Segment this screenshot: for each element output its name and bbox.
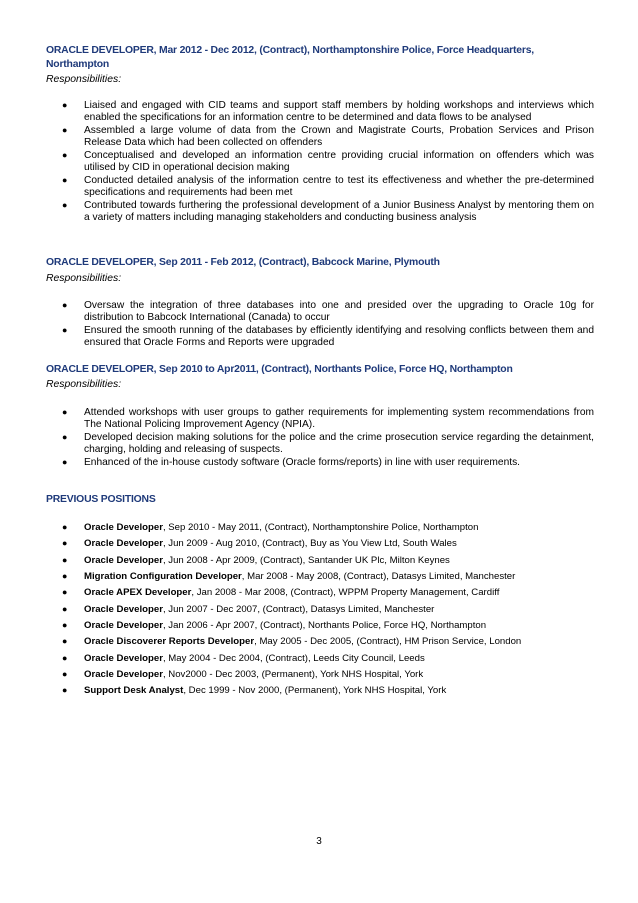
list-item: ● Oracle Developer, May 2004 - Dec 2004, (Contract), Leeds City Council, Leeds	[62, 652, 425, 664]
role-name: Oracle Developer	[84, 669, 163, 681]
list-item: ● Enhanced of the in-house custody software (Oracle forms/reports) in line with user requirements.	[62, 457, 520, 468]
bullet-icon: ●	[62, 636, 68, 647]
list-item: ● Oracle Developer, Sep 2010 - May 2011, (Contract), Northamptonshire Police, Northampton	[62, 522, 479, 533]
list-item: ● Ensured the smooth running of the databases by efficiently identifying and resolving conflicts between them and ensured that Oracle Forms and Reports were upgraded	[62, 325, 594, 348]
list-item: ● Conducted detailed analysis of the information centre to test its effectiveness and whether the pre-determined specifications and requirements had been met	[62, 175, 594, 198]
bullet-icon: ●	[62, 432, 68, 442]
responsibilities-label: Responsibilities:	[46, 379, 122, 390]
list-item: ● Contributed towards furthering the professional development of a Junior Business Analyst by mentoring them on a variety of matters including managing stakeholders and conducting business analysis	[62, 200, 594, 223]
list-item: ● Oracle Developer, Jun 2008 - Apr 2009, (Contract), Santander UK Plc, Milton Keynes	[62, 554, 450, 566]
list-item: ● Migration Configuration Developer, Mar 2008 - May 2008, (Contract), Datasys Limited, Manchester	[62, 571, 516, 583]
list-item: ● Oracle Developer, Nov2000 - Dec 2003, (Permanent), York NHS Hospital, York	[62, 669, 424, 681]
responsibilities-label: Responsibilities:	[46, 273, 122, 284]
bullet-icon: ●	[62, 669, 68, 680]
bullet-icon: ●	[62, 457, 68, 467]
list-item: ● Oracle Developer, Jan 2006 - Apr 2007, (Contract), Northants Police, Force HQ, Northampton	[62, 620, 487, 632]
bullet-icon: ●	[62, 571, 68, 582]
section-heading: PREVIOUS POSITIONS	[46, 494, 156, 505]
duties-list	[46, 100, 594, 224]
list-item: ● Attended workshops with user groups to gather requirements for implementing system recommendations from The National Policing Improvement Agency (NPIA).	[62, 407, 594, 430]
bullet-icon: ●	[62, 300, 68, 310]
bullet-icon: ●	[62, 325, 68, 335]
role-name: Oracle Developer	[84, 603, 163, 615]
bullet-icon: ●	[62, 554, 68, 565]
job-title: ORACLE DEVELOPER, Sep 2011 - Feb 2012, (Contract), Babcock Marine, Plymouth	[46, 257, 440, 268]
job-title: ORACLE DEVELOPER, Mar 2012 - Dec 2012, (Contract), Northamptonshire Police, Force Headquarters, Northampton	[46, 45, 534, 70]
list-item: ● Oracle Developer, Jun 2007 - Dec 2007, (Contract), Datasys Limited, Manchester	[62, 603, 435, 615]
role-name: Oracle Developer	[84, 554, 163, 566]
list-item: ● Support Desk Analyst, Dec 1999 - Nov 2000, (Permanent), York NHS Hospital, York	[62, 685, 447, 697]
bullet-icon: ●	[62, 407, 68, 417]
list-item: ● Liaised and engaged with CID teams and support staff members by holding workshops and interviews which enabled the specifications for an information centre to be determined and data flows to be analysed	[62, 100, 594, 123]
bullet-icon: ●	[62, 125, 68, 135]
list-item: ● Oracle APEX Developer, Jan 2008 - Mar 2008, (Contract), WPPM Property Management, Cardiff	[62, 587, 500, 599]
bullet-icon: ●	[62, 100, 68, 110]
list-item: ● Conceptualised and developed an information centre providing crucial information on offenders which was utilised by CID in operational decision making	[62, 150, 594, 173]
bullet-icon: ●	[62, 175, 68, 185]
list-item: ● Oracle Developer, Jun 2009 - Aug 2010, (Contract), Buy as You View Ltd, South Wales	[62, 538, 457, 550]
role-name: Oracle Discoverer Reports Developer	[84, 636, 255, 648]
bullet-icon: ●	[62, 652, 68, 663]
bullet-icon: ●	[62, 150, 68, 160]
bullet-icon: ●	[62, 538, 68, 549]
role-name: Oracle APEX Developer	[84, 587, 192, 599]
bullet-icon: ●	[62, 603, 68, 614]
bullet-icon: ●	[62, 587, 68, 598]
role-name: Support Desk Analyst	[84, 685, 184, 697]
role-name: Oracle Developer	[84, 522, 163, 533]
duties-list	[46, 407, 594, 469]
list-item: ● Oracle Discoverer Reports Developer, May 2005 - Dec 2005, (Contract), HM Prison Service, London	[62, 636, 522, 648]
list-item: ● Developed decision making solutions for the police and the crime prosecution service regarding the detainment, charging, holding and releasing of suspects.	[62, 432, 594, 455]
page-number: 3	[316, 836, 322, 847]
bullet-icon: ●	[62, 200, 68, 210]
list-item: ● Assembled a large volume of data from the Crown and Magistrate Courts, Probation Services and Prison Release Data which had been collected on offenders	[62, 125, 594, 148]
role-name: Oracle Developer	[84, 652, 163, 664]
job-title: ORACLE DEVELOPER, Sep 2010 to Apr2011, (Contract), Northants Police, Force HQ, Northampton	[46, 364, 513, 375]
responsibilities-label: Responsibilities:	[46, 74, 122, 85]
bullet-icon: ●	[62, 620, 68, 631]
duties-list	[46, 300, 594, 349]
bullet-icon: ●	[62, 685, 68, 696]
list-item: ● Oversaw the integration of three databases into one and presided over the upgrading to Oracle 10g for distribution to Babcock International (Canada) to occur	[62, 300, 594, 323]
role-name: Oracle Developer	[84, 538, 163, 550]
previous-positions-list	[46, 522, 594, 697]
role-name: Oracle Developer	[84, 620, 163, 632]
bullet-icon: ●	[62, 522, 68, 532]
role-name: Migration Configuration Developer	[84, 571, 242, 583]
